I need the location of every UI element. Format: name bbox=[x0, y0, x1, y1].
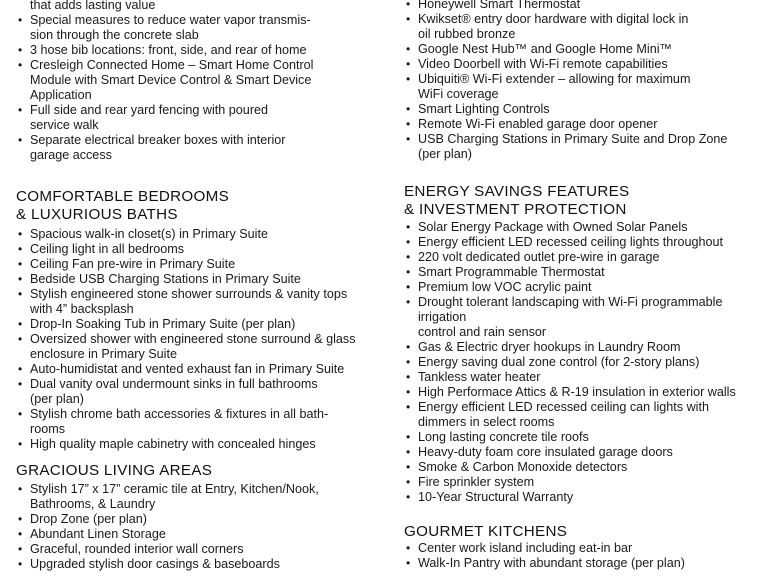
list-item-line: • Smart Lighting Controls bbox=[418, 102, 550, 116]
list-item bbox=[16, 103, 388, 133]
list-item-line: rooms bbox=[30, 422, 65, 436]
list-item bbox=[404, 430, 768, 445]
list-item-line: • Walk-In Pantry with abundant storage (per plan) bbox=[418, 556, 685, 570]
list-item-line: • Abundant Linen Storage bbox=[30, 527, 166, 541]
list-item bbox=[16, 377, 388, 407]
list-item-line: • Drop Zone (per plan) bbox=[30, 512, 147, 526]
bedrooms-section bbox=[16, 188, 388, 452]
energy-list bbox=[404, 220, 768, 505]
list-item bbox=[16, 542, 388, 557]
list-item-line: • Smart Programmable Thermostat bbox=[418, 265, 605, 279]
list-item-line: irrigation bbox=[418, 310, 467, 324]
list-item bbox=[16, 58, 388, 103]
energy-heading-line1: ENERGY SAVINGS FEATURES bbox=[404, 183, 630, 200]
list-item bbox=[16, 317, 388, 332]
list-item-line: • High quality maple cabinetry with concealed hinges bbox=[30, 437, 316, 451]
list-item bbox=[404, 42, 768, 57]
list-item-line: • Drought tolerant landscaping with Wi-Fi programmable bbox=[418, 295, 723, 309]
list-item bbox=[404, 102, 768, 117]
list-item-line: garage access bbox=[30, 148, 112, 162]
energy-heading-line2: & INVESTMENT PROTECTION bbox=[404, 201, 627, 218]
list-item bbox=[16, 437, 388, 452]
list-item-line: • Cresleigh Connected Home – Smart Home Control bbox=[30, 58, 314, 72]
list-item-line: • Kwikset® entry door hardware with digital lock in bbox=[418, 12, 689, 26]
list-item bbox=[16, 272, 388, 287]
list-item-line: Module with Smart Device Control & Smart Device bbox=[30, 73, 312, 87]
left-top-list bbox=[16, 13, 388, 163]
list-item bbox=[404, 556, 768, 571]
list-item bbox=[16, 407, 388, 437]
list-item bbox=[404, 460, 768, 475]
list-item-line: • Stylish chrome bath accessories & fixtures in all bath- bbox=[30, 407, 329, 421]
list-item bbox=[16, 257, 388, 272]
list-item bbox=[404, 57, 768, 72]
list-item bbox=[16, 512, 388, 527]
list-item-line: • Video Doorbell with Wi-Fi remote capabilities bbox=[418, 57, 668, 71]
kitchens-section bbox=[404, 523, 768, 571]
living-list bbox=[16, 482, 388, 572]
list-item bbox=[16, 332, 388, 362]
list-item bbox=[16, 227, 388, 242]
list-item-line: • Energy efficient LED recessed ceiling can lights with bbox=[418, 400, 709, 414]
list-item-line: enclosure in Primary Suite bbox=[30, 347, 177, 361]
list-item bbox=[404, 250, 768, 265]
list-item-line: • Premium low VOC acrylic paint bbox=[418, 280, 592, 294]
list-item-line: • Ubiquiti® Wi-Fi extender – allowing for maximum bbox=[418, 72, 691, 86]
list-item-line: (per plan) bbox=[30, 392, 84, 406]
list-item-line: (per plan) bbox=[418, 147, 472, 161]
list-item bbox=[404, 340, 768, 355]
bedrooms-list bbox=[16, 227, 388, 452]
right-top-section bbox=[404, 0, 768, 162]
list-item-line: • Oversized shower with engineered stone surround & glass bbox=[30, 332, 356, 346]
list-item-line: • Bedside USB Charging Stations in Primary Suite bbox=[30, 272, 301, 286]
list-item-line: • Drop-In Soaking Tub in Primary Suite (per plan) bbox=[30, 317, 296, 331]
list-item bbox=[16, 242, 388, 257]
list-item-line: • Full side and rear yard fencing with poured bbox=[30, 103, 269, 117]
list-item bbox=[16, 482, 388, 512]
list-item-line: • Remote Wi-Fi enabled garage door opener bbox=[418, 117, 658, 131]
list-item-line: service walk bbox=[30, 118, 99, 132]
list-item bbox=[16, 13, 388, 43]
list-item bbox=[404, 400, 768, 430]
list-item-line: WiFi coverage bbox=[418, 87, 499, 101]
list-item bbox=[404, 541, 768, 556]
list-item bbox=[16, 287, 388, 317]
list-item-line: • Google Nest Hub™ and Google Home Mini™ bbox=[418, 42, 673, 56]
list-item-line: • Smoke & Carbon Monoxide detectors bbox=[418, 460, 628, 474]
list-item bbox=[404, 445, 768, 460]
list-item-line: • Graceful, rounded interior wall corners bbox=[30, 542, 244, 556]
continuation-text: that adds lasting value bbox=[30, 0, 156, 12]
kitchens-list bbox=[404, 541, 768, 571]
list-item-line: • Center work island including eat-in bar bbox=[418, 541, 633, 555]
list-item bbox=[404, 12, 768, 42]
list-item-line: • Separate electrical breaker boxes with interior bbox=[30, 133, 286, 147]
list-item-line: control and rain sensor bbox=[418, 325, 547, 339]
list-item-line: • Ceiling Fan pre-wire in Primary Suite bbox=[30, 257, 236, 271]
list-item-line: • Fire sprinkler system bbox=[418, 475, 535, 489]
list-item-line: • High Performace Attics & R-19 insulation in exterior walls bbox=[418, 385, 736, 399]
list-item bbox=[404, 370, 768, 385]
living-heading: GRACIOUS LIVING AREAS bbox=[16, 462, 213, 479]
list-item bbox=[16, 527, 388, 542]
list-item bbox=[404, 117, 768, 132]
list-item-line: • Dual vanity oval undermount sinks in full bathrooms bbox=[30, 377, 318, 391]
list-item bbox=[404, 355, 768, 370]
list-item bbox=[404, 265, 768, 280]
list-item-line: • Energy saving dual zone control (for 2-story plans) bbox=[418, 355, 700, 369]
list-item-line: • Stylish engineered stone shower surrounds & vanity tops bbox=[30, 287, 348, 301]
list-item-line: • Upgraded stylish door casings & baseboards bbox=[30, 557, 280, 571]
list-item-line: • Stylish 17” x 17” ceramic tile at Entry, Kitchen/Nook, bbox=[30, 482, 319, 496]
list-item bbox=[404, 72, 768, 102]
list-item bbox=[404, 220, 768, 235]
list-item-line: • Long lasting concrete tile roofs bbox=[418, 430, 589, 444]
left-top-section bbox=[16, 0, 388, 163]
list-item-line: • Honeywell Smart Thermostat bbox=[418, 0, 581, 11]
list-item-line: sion through the concrete slab bbox=[30, 28, 199, 42]
living-section bbox=[16, 462, 388, 572]
list-item-line: with 4” backsplash bbox=[30, 302, 134, 316]
list-item bbox=[404, 235, 768, 250]
list-item-line: dimmers in select rooms bbox=[418, 415, 555, 429]
list-item-line: • Auto-humidistat and vented exhaust fan in Primary Suite bbox=[30, 362, 345, 376]
list-item bbox=[404, 295, 768, 340]
list-item bbox=[404, 475, 768, 490]
list-item-line: • Energy efficient LED recessed ceiling lights throughout bbox=[418, 235, 723, 249]
list-item bbox=[16, 557, 388, 572]
list-item-line: Application bbox=[30, 88, 92, 102]
bedrooms-heading-line1: COMFORTABLE BEDROOMS bbox=[16, 188, 230, 205]
energy-section bbox=[404, 183, 768, 505]
list-item bbox=[404, 490, 768, 505]
list-item bbox=[16, 43, 388, 58]
list-item-line: • 10-Year Structural Warranty bbox=[418, 490, 574, 504]
list-item-line: • Tankless water heater bbox=[418, 370, 541, 384]
list-item-line: Bathrooms, & Laundry bbox=[30, 497, 156, 511]
list-item bbox=[404, 132, 768, 162]
list-item bbox=[16, 133, 388, 163]
list-item-line: • Solar Energy Package with Owned Solar Panels bbox=[418, 220, 688, 234]
list-item-line: • USB Charging Stations in Primary Suite and Drop Zone bbox=[418, 132, 728, 146]
list-item-line: • Gas & Electric dryer hookups in Laundry Room bbox=[418, 340, 681, 354]
list-item-line: • Special measures to reduce water vapor transmis- bbox=[30, 13, 311, 27]
right-top-list bbox=[404, 0, 768, 162]
list-item-line: • 220 volt dedicated outlet pre-wire in garage bbox=[418, 250, 660, 264]
list-item-line: • 3 hose bib locations: front, side, and rear of home bbox=[30, 43, 307, 57]
list-item-line: oil rubbed bronze bbox=[418, 27, 516, 41]
list-item bbox=[404, 280, 768, 295]
list-item-line: • Ceiling light in all bedrooms bbox=[30, 242, 185, 256]
list-item-line: • Spacious walk-in closet(s) in Primary Suite bbox=[30, 227, 268, 241]
list-item bbox=[404, 385, 768, 400]
list-item bbox=[404, 0, 768, 12]
list-item bbox=[16, 362, 388, 377]
kitchens-heading: GOURMET KITCHENS bbox=[404, 523, 568, 540]
bedrooms-heading-line2: & LUXURIOUS BATHS bbox=[16, 206, 178, 223]
list-item-line: • Heavy-duty foam core insulated garage doors bbox=[418, 445, 673, 459]
